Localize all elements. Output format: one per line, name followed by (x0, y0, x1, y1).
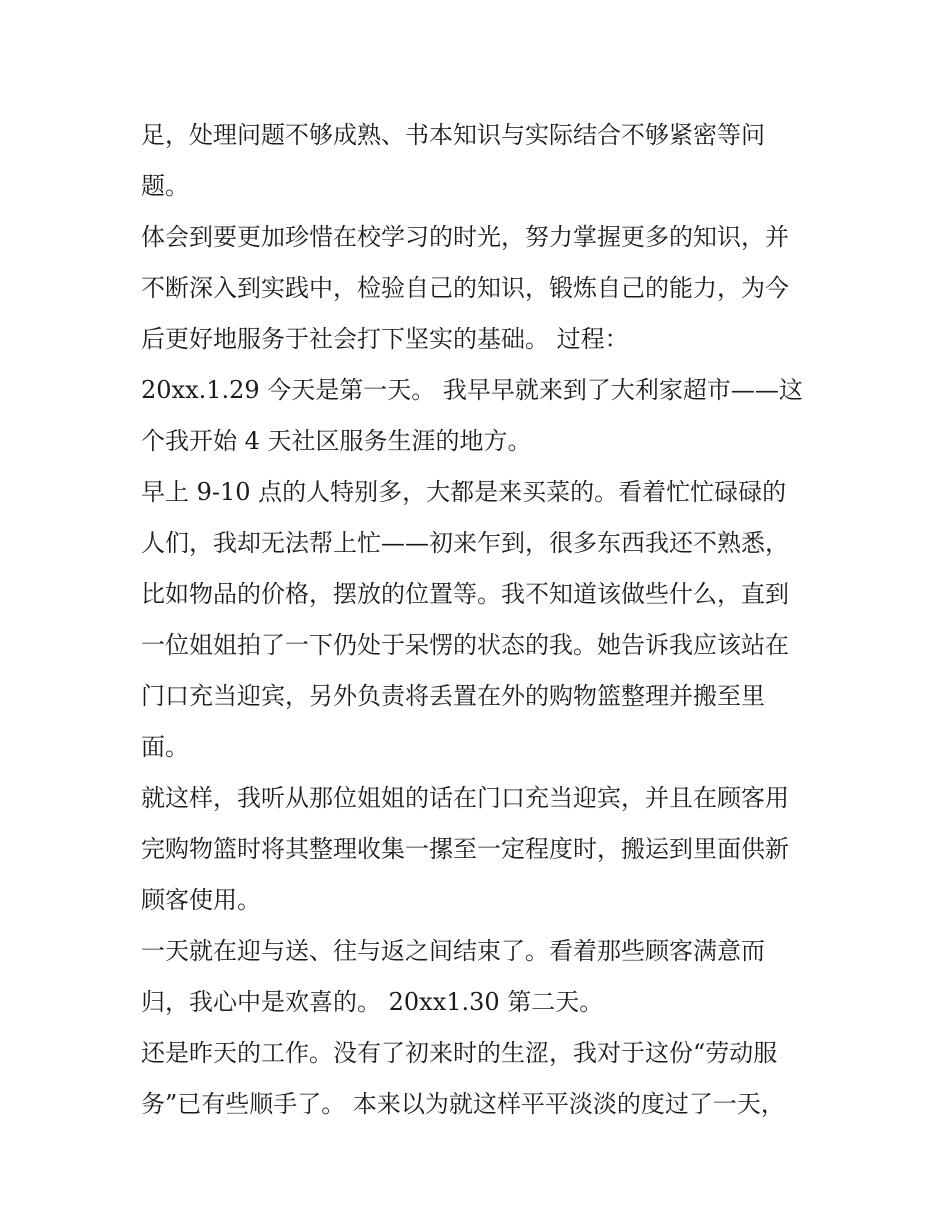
text-line: 一天就在迎与送、往与返之间结束了。看着那些顾客满意而 (141, 937, 765, 965)
text-line: 20xx.1.29 今天是第一天。 我早早就来到了大利家超市——这 (141, 376, 803, 404)
text-line: 一位姐姐拍了一下仍处于呆愣的状态的我。她告诉我应该站在 (141, 631, 789, 659)
text-line: 人们，我却无法帮上忙——初来乍到，很多东西我还不熟悉， (141, 529, 789, 557)
text-line: 后更好地服务于社会打下坚实的基础。 过程： (141, 325, 629, 353)
text-line: 题。 (141, 172, 189, 200)
text-line: 个我开始 4 天社区服务生涯的地方。 (141, 427, 532, 455)
text-line: 比如物品的价格，摆放的位置等。我不知道该做些什么，直到 (141, 580, 789, 608)
document-body (141, 110, 821, 1130)
text-line: 面。 (141, 733, 189, 761)
text-line: 归，我心中是欢喜的。 20xx1.30 第二天。 (141, 988, 604, 1016)
text-line: 还是昨天的工作。没有了初来时的生涩，我对于这份“劳动服 (141, 1039, 778, 1067)
text-line: 顾客使用。 (141, 886, 261, 914)
text-line: 早上 9-10 点的人特别多，大都是来买菜的。看着忙忙碌碌的 (141, 478, 787, 506)
text-line: 完购物篮时将其整理收集一摞至一定程度时，搬运到里面供新 (141, 835, 789, 863)
text-line: 就这样，我听从那位姐姐的话在门口充当迎宾，并且在顾客用 (141, 784, 789, 812)
text-line: 体会到要更加珍惜在校学习的时光，努力掌握更多的知识，并 (141, 223, 789, 251)
text-line: 务”已有些顺手了。 本来以为就这样平平淡淡的度过了一天， (141, 1090, 785, 1118)
text-line: 门口充当迎宾，另外负责将丢置在外的购物篮整理并搬至里 (141, 682, 765, 710)
text-line: 不断深入到实践中，检验自己的知识，锻炼自己的能力，为今 (141, 274, 789, 302)
text-line: 足，处理问题不够成熟、书本知识与实际结合不够紧密等问 (141, 121, 765, 149)
